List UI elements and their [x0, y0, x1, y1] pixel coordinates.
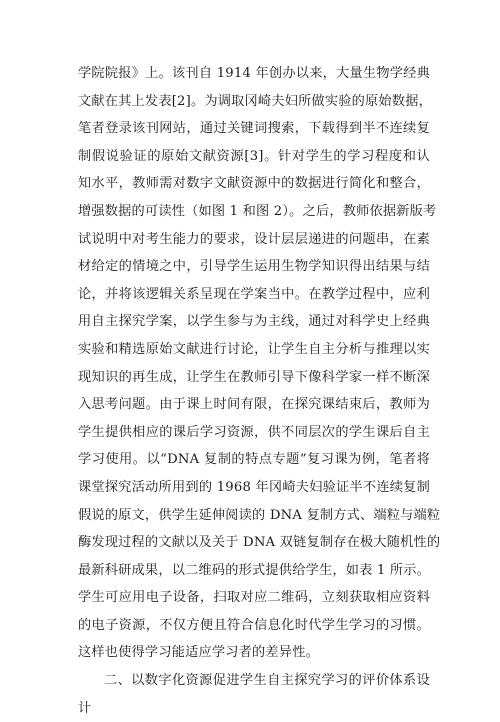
body-text-line: 学生可应用电子设备，扫取对应二维码，立刻获取相应资料: [78, 590, 430, 606]
body-text-line: 增强数据的可读性（如图 1 和图 2）。之后，教师依据新版考: [78, 203, 437, 219]
body-text-line: 假说的原文，供学生延伸阅读的 DNA 复制方式、端粒与端粒: [78, 507, 441, 523]
body-text-line: 用自主探究学案，以学生参与为主线，通过对科学史上经典: [78, 314, 430, 330]
body-text-line: 的电子资源，不仅方便且符合信息化时代学生学习的习惯。: [78, 617, 430, 633]
document-page: [78, 60, 441, 722]
body-text-line: 课堂探究活动所用到的 1968 年冈崎夫妇验证半不连续复制: [78, 479, 430, 495]
body-text-line: 现知识的再生成，让学生在教师引导下像科学家一样不断深: [78, 369, 430, 385]
body-text-line: 试说明中对考生能力的要求，设计层层递进的问题串，在素: [78, 231, 430, 247]
body-text-line: 酶发现过程的文献以及关于 DNA 双链复制存在极大随机性的: [78, 535, 441, 551]
body-text-line: 论，并将该逻辑关系呈现在学案当中。在教学过程中，应利: [78, 286, 430, 302]
body-text-line: 知水平，教师需对数字文献资源中的数据进行简化和整合，: [78, 176, 430, 192]
section-heading: 二、以数字化资源促进学生自主探究学习的评价体系设: [104, 673, 430, 689]
body-text-line: 入思考问题。由于课上时间有限，在探究课结束后，教师为: [78, 397, 430, 413]
body-text-line: 学生提供相应的课后学习资源，供不同层次的学生课后自主: [78, 424, 430, 440]
body-text-line: 笔者登录该刊网站，通过关键词搜索，下载得到半不连续复: [78, 121, 430, 137]
body-text-line: 学院院报》上。该刊自 1914 年创办以来，大量生物学经典: [78, 66, 430, 81]
body-text-line: 学习使用。以“DNA 复制的特点专题”复习课为例，笔者将: [78, 452, 430, 468]
body-text-line: 实验和精选原始文献进行讨论，让学生自主分析与推理以实: [78, 341, 430, 357]
section-heading-continuation: 计: [78, 700, 92, 716]
body-text-line: 最新科研成果，以二维码的形式提供给学生，如表 1 所示。: [78, 562, 431, 578]
body-text-line: 材给定的情境之中，引导学生运用生物学知识得出结果与结: [78, 259, 430, 275]
body-text-line-last: 这样也使得学习能适应学习者的差异性。: [78, 645, 319, 661]
body-text-line: 制假说验证的原始文献资源[3]。针对学生的学习程度和认: [78, 148, 430, 164]
body-text-line: 文献在其上发表[2]。为调取冈崎夫妇所做实验的原始数据，: [78, 93, 432, 109]
